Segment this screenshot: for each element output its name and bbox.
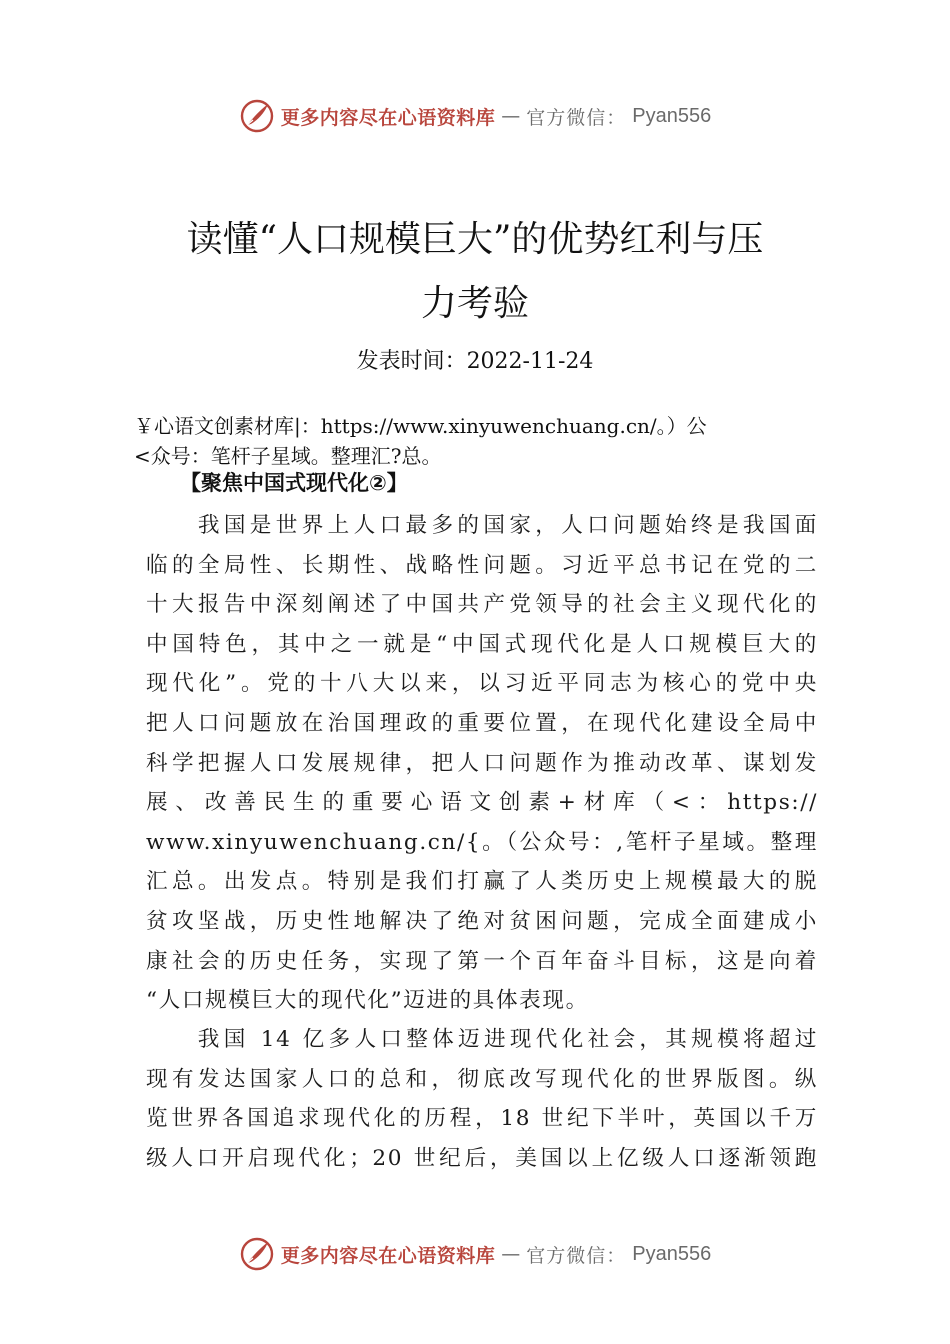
banner-site-text: 更多内容尽在心语资料库 <box>280 1244 496 1267</box>
page-title-line-1: 读懂“人口规模巨大”的优势红利与压 <box>186 219 764 260</box>
footer-banner <box>0 1234 950 1274</box>
banner-site-text: 更多内容尽在心语资料库 <box>280 106 496 129</box>
text-line: www.xinyuwenchuang.cn/{。（公众号：,笔杆子星域。整理 <box>146 829 818 855</box>
quill-pen-logo-icon <box>239 98 275 134</box>
paragraph-2 <box>146 1020 818 1178</box>
text-line: 科学把握人口发展规律，把人口问题作为推动改革、谋划发 <box>146 750 818 776</box>
text-line: “人口规模巨大的现代化”迈进的具体表现。 <box>146 988 589 1014</box>
text-line: 临的全局性、长期性、战略性问题。习近平总书记在党的二 <box>146 552 818 578</box>
text-line: 览世界各国追求现代化的历程，18 世纪下半叶，英国以千万 <box>146 1106 818 1132</box>
source-line-1: ￥心语文创素材库|：https://www.xinyuwenchuang.cn/。）公 <box>134 414 707 438</box>
quill-pen-logo-icon <box>239 1236 275 1272</box>
text-line: 中国特色，其中之一就是“中国式现代化是人口规模巨大的 <box>146 631 819 657</box>
banner-wechat-label: 官方微信： <box>526 106 627 129</box>
text-line: 展、改善民生的重要心语文创素+材库（<：https:// <box>146 790 818 816</box>
text-line: 把人口问题放在治国理政的重要位置，在现代化建设全局中 <box>146 710 818 736</box>
banner-wechat-id: Pyan556 <box>632 104 712 127</box>
text-line: 十大报告中深刻阐述了中国共产党领导的社会主义现代化的 <box>146 592 818 618</box>
banner-separator: — <box>501 1243 521 1265</box>
text-line: 级人口开启现代化；20 世纪后，美国以上亿级人口逐渐领跑 <box>146 1145 818 1171</box>
banner-separator: — <box>501 105 521 127</box>
header-banner <box>0 96 950 136</box>
section-heading: 【聚焦中国式现代化②】 <box>180 471 408 495</box>
text-line: 现代化”。党的十八大以来，以习近平同志为核心的党中央 <box>146 671 818 697</box>
banner-wechat-id: Pyan556 <box>632 1242 712 1265</box>
paragraph-1 <box>146 506 818 1021</box>
text-line: 现有发达国家人口的总和，彻底改写现代化的世界版图。纵 <box>146 1066 818 1092</box>
text-line: 我国是世界上人口最多的国家，人口问题始终是我国面 <box>146 513 818 538</box>
text-line: 我国 14 亿多人口整体迈进现代化社会，其规模将超过 <box>146 1027 818 1052</box>
source-line-2: <众号：笔杆子星域。整理汇?总。 <box>134 444 442 468</box>
text-line: 贫攻坚战，历史性地解决了绝对贫困问题，完成全面建成小 <box>146 908 818 934</box>
publish-date: 发表时间：2022-11-24 <box>356 349 594 374</box>
banner-wechat-label: 官方微信： <box>526 1244 627 1267</box>
text-line: 汇总。出发点。特别是我们打赢了人类历史上规模最大的脱 <box>146 869 818 895</box>
page-title-line-2: 力考验 <box>420 283 529 324</box>
text-line: 康社会的历史任务，实现了第一个百年奋斗目标，这是向着 <box>146 948 818 974</box>
